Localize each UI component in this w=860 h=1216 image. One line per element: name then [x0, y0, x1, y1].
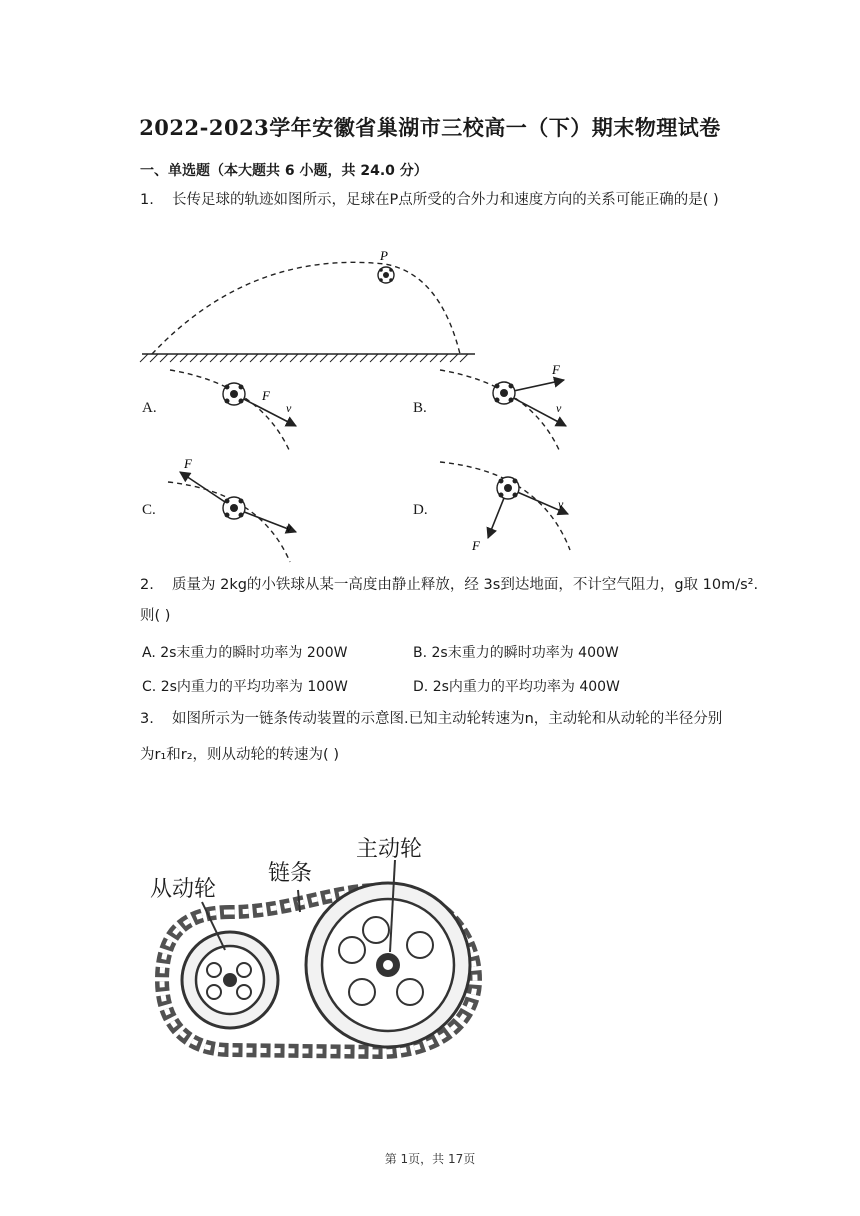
q2-option-c[interactable]	[142, 676, 348, 696]
option-label: C.	[142, 679, 157, 695]
chain-drive-figure	[140, 820, 500, 1070]
q1-option-c-figure[interactable]	[160, 452, 310, 567]
q2-option-d[interactable]	[413, 676, 620, 696]
football-icon	[223, 497, 245, 519]
force-label: F	[472, 538, 480, 553]
option-label: A.	[142, 645, 156, 661]
q1-option-d-figure[interactable]	[430, 452, 580, 567]
option-label: B.	[413, 645, 428, 661]
question-2-text-line1: 质量为 2kg的小铁球从某一高度由静止释放，经 3s到达地面，不计空气阻力，g取 10m/s².	[172, 577, 759, 593]
trajectory-figure	[130, 240, 490, 370]
q1-option-a-label[interactable]: A.	[142, 400, 157, 416]
question-2-text-line2: 则( )	[140, 608, 171, 624]
football-icon	[223, 383, 245, 405]
velocity-label: v	[558, 497, 564, 511]
question-2-number: 2.	[140, 577, 154, 593]
point-p-label: P	[380, 248, 388, 263]
q1-option-b-figure[interactable]	[430, 360, 580, 460]
q2-option-a[interactable]	[142, 642, 347, 662]
driver-wheel	[306, 883, 470, 1047]
q1-option-d-label[interactable]: D.	[413, 502, 428, 518]
option-label: D.	[413, 679, 429, 695]
football-icon	[493, 382, 515, 404]
page-title: 2022-2023学年安徽省巢湖市三校高一（下）期末物理试卷	[139, 115, 721, 140]
q1-option-b-label[interactable]: B.	[413, 400, 427, 416]
option-text: 2s末重力的瞬时功率为 200W	[160, 645, 348, 661]
chain-label: 链条	[268, 861, 313, 886]
force-label: F	[552, 362, 560, 377]
football-icon	[378, 267, 394, 283]
question-3-text-line1: 如图所示为一链条传动装置的示意图.已知主动轮转速为n，主动轮和从动轮的半径分别	[172, 711, 723, 727]
q1-option-a-figure[interactable]	[160, 360, 310, 460]
driven-wheel-label: 从动轮	[150, 877, 217, 902]
q1-option-c-label[interactable]: C.	[142, 502, 156, 518]
question-3-text-line2: 为r₁和r₂，则从动轮的转速为( )	[140, 747, 339, 763]
velocity-label: v	[286, 401, 292, 415]
option-text: 2s内重力的平均功率为 100W	[160, 679, 348, 695]
page-footer: 第 1页，共 17页	[384, 1152, 476, 1166]
driven-wheel	[182, 932, 278, 1028]
question-3-number: 3.	[140, 711, 154, 727]
option-text: 2s末重力的瞬时功率为 400W	[431, 645, 619, 661]
option-text: 2s内重力的平均功率为 400W	[432, 679, 620, 695]
velocity-label: v	[286, 521, 292, 535]
driver-wheel-label: 主动轮	[356, 837, 423, 862]
question-1-text: 长传足球的轨迹如图所示，足球在P点所受的合外力和速度方向的关系可能正确的是( )	[172, 192, 719, 208]
velocity-label: v	[556, 401, 562, 415]
force-label: F	[184, 456, 192, 471]
football-icon	[497, 477, 519, 499]
section-heading: 一、单选题（本大题共 6 小题，共 24.0 分）	[140, 163, 428, 179]
force-label: F	[262, 388, 270, 403]
question-1-number: 1.	[140, 192, 154, 208]
q2-option-b[interactable]	[413, 642, 619, 662]
